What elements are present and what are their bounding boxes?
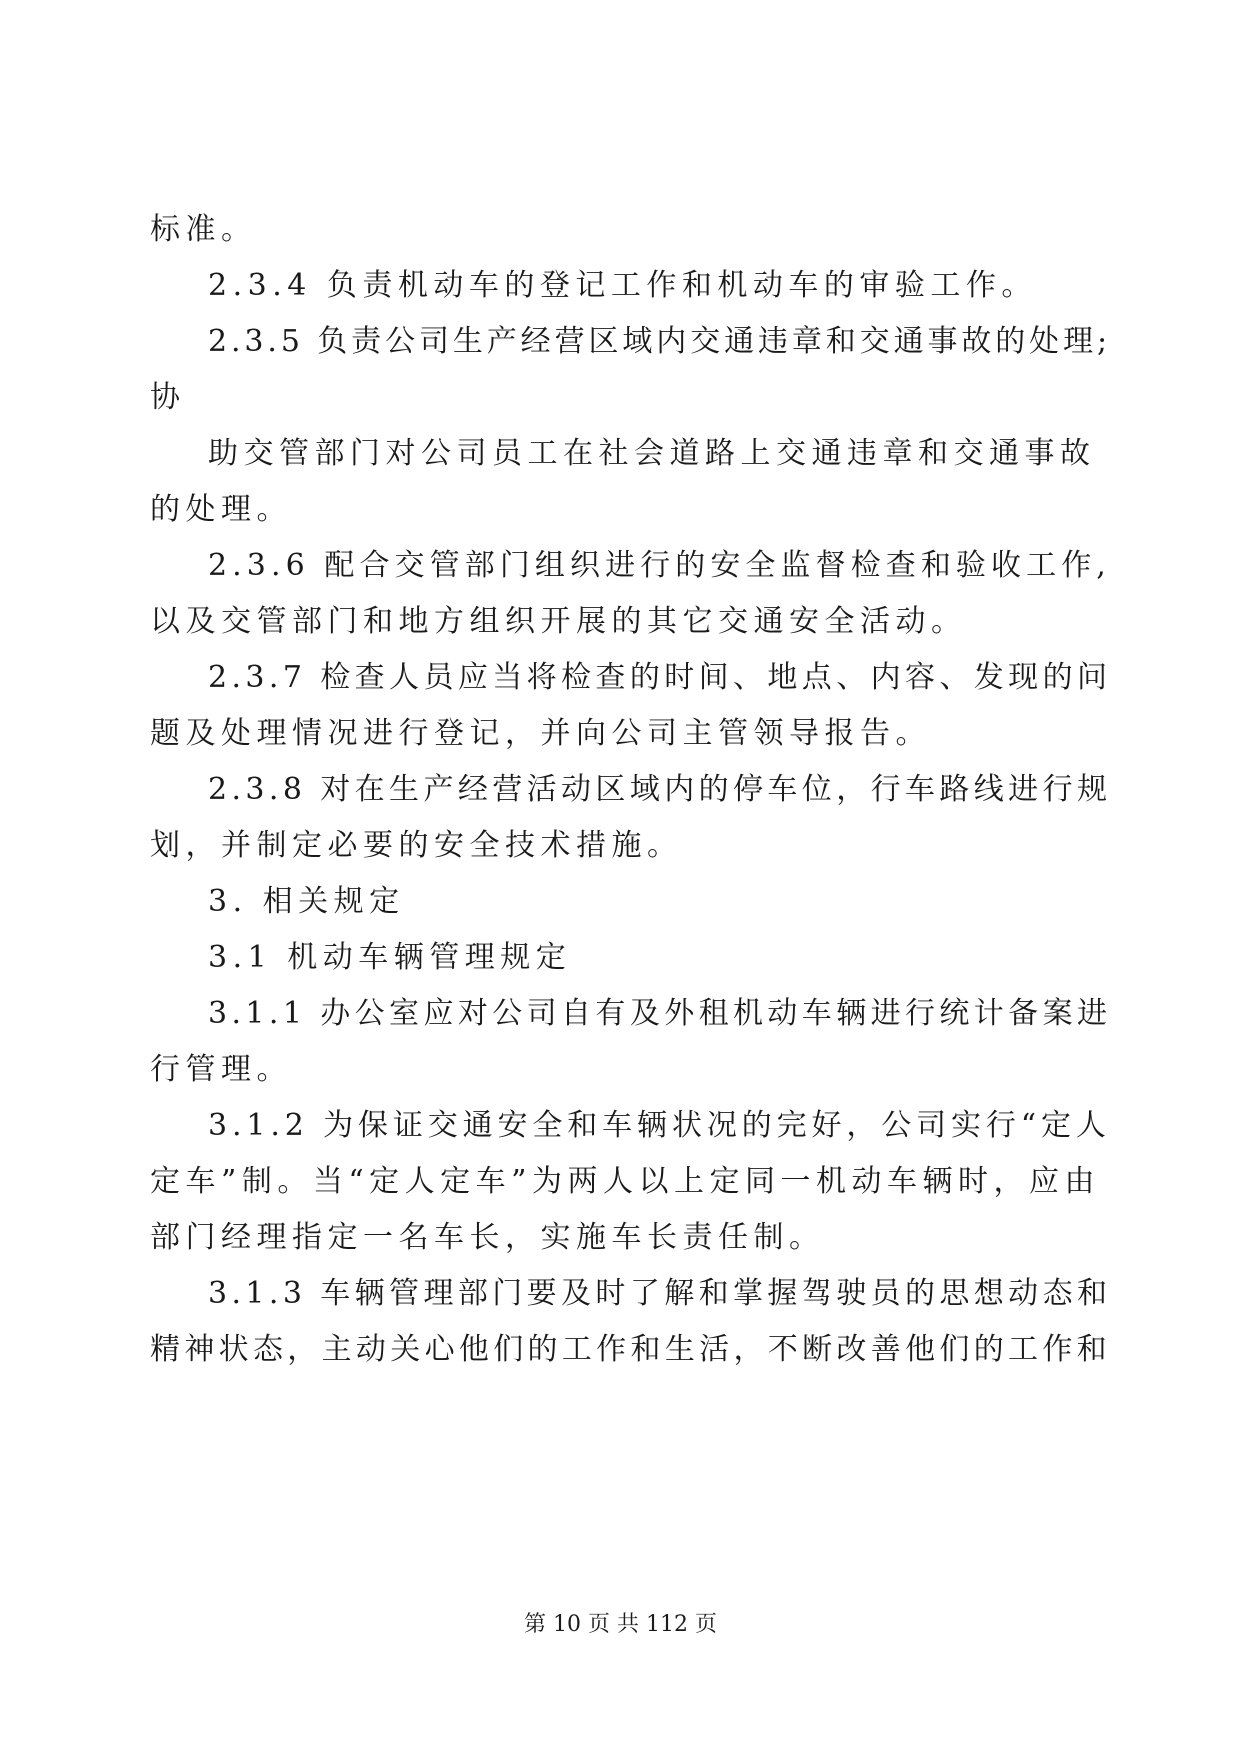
text-line bbox=[0, 938, 1241, 978]
text-line bbox=[0, 266, 1241, 306]
line-text: 部门经理指定一名车长，实施车长责任制。 bbox=[150, 1220, 825, 1255]
text-line bbox=[0, 378, 1241, 418]
text-line bbox=[0, 770, 1241, 810]
line-text: 2.3.7 检查人员应当将检查的时间、地点、内容、发现的问 bbox=[208, 660, 1112, 695]
text-line bbox=[0, 994, 1241, 1034]
line-text: 3.1.3 车辆管理部门要及时了解和掌握驾驶员的思想动态和 bbox=[208, 1276, 1112, 1311]
line-text: 题及处理情况进行登记，并向公司主管领导报告。 bbox=[150, 716, 931, 751]
line-text: 的处理。 bbox=[150, 492, 292, 527]
line-text: 2.3.8 对在生产经营活动区域内的停车位，行车路线进行规 bbox=[208, 772, 1112, 807]
text-line bbox=[0, 602, 1241, 642]
line-text: 3.1.1 办公室应对公司自有及外租机动车辆进行统计备案进 bbox=[208, 996, 1112, 1031]
text-line bbox=[0, 658, 1241, 698]
line-text: 行管理。 bbox=[150, 1052, 292, 1087]
text-line bbox=[0, 1106, 1241, 1146]
subsection-heading: 3.1 机动车辆管理规定 bbox=[208, 940, 572, 975]
line-text: 助交管部门对公司员工在社会道路上交通违章和交通事故 bbox=[208, 436, 1096, 471]
line-text: 3.1.2 为保证交通安全和车辆状况的完好，公司实行“定人 bbox=[208, 1108, 1111, 1143]
text-line bbox=[0, 490, 1241, 530]
line-text: 协 bbox=[150, 380, 186, 415]
text-line bbox=[0, 1162, 1241, 1202]
text-line bbox=[0, 1330, 1241, 1370]
line-text: 2.3.5 负责公司生产经营区域内交通违章和交通事故的处理; bbox=[208, 324, 1111, 359]
text-line bbox=[0, 882, 1241, 922]
section-heading: 3. 相关规定 bbox=[208, 884, 405, 919]
line-text: 划，并制定必要的安全技术措施。 bbox=[150, 828, 683, 863]
line-text: 精神状态，主动关心他们的工作和生活，不断改善他们的工作和 bbox=[150, 1332, 1111, 1367]
text-line bbox=[0, 1218, 1241, 1258]
line-text: 以及交管部门和地方组织开展的其它交通安全活动。 bbox=[150, 604, 967, 639]
text-line bbox=[0, 714, 1241, 754]
text-line bbox=[0, 1274, 1241, 1314]
text-line bbox=[0, 546, 1241, 586]
page-number-footer: 第 10 页 共 112 页 bbox=[524, 1612, 717, 1637]
text-line bbox=[0, 434, 1241, 474]
line-text: 2.3.6 配合交管部门组织进行的安全监督检查和验收工作, bbox=[208, 548, 1111, 583]
line-text: 标准。 bbox=[150, 212, 257, 247]
text-line bbox=[0, 210, 1241, 250]
text-line bbox=[0, 1050, 1241, 1090]
text-line bbox=[0, 322, 1241, 362]
line-text: 定车”制。当“定人定车”为两人以上定同一机动车辆时，应由 bbox=[150, 1164, 1101, 1199]
line-text: 2.3.4 负责机动车的登记工作和机动车的审验工作。 bbox=[208, 268, 1037, 303]
text-line bbox=[0, 826, 1241, 866]
